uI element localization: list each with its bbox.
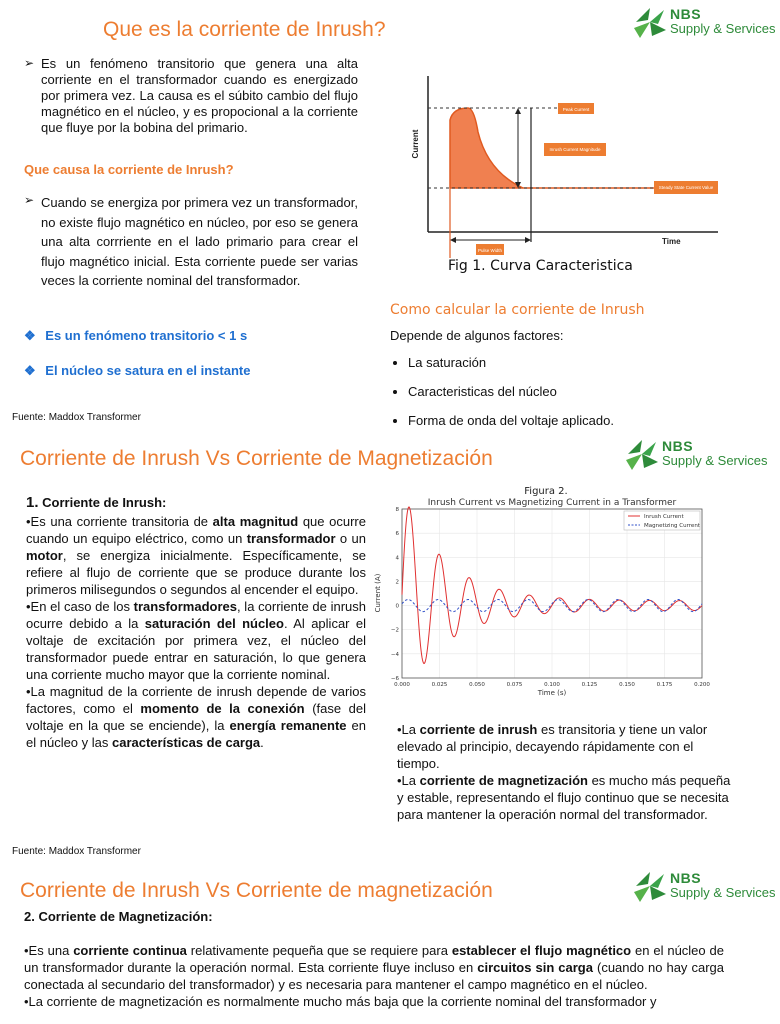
comparison-notes <box>397 721 733 823</box>
fact-bullet-1-text: Es un fenómeno transitorio < 1 s <box>45 328 248 343</box>
pulse-label: Pulse Width <box>477 248 503 253</box>
calc-heading: Como calcular la corriente de Inrush <box>390 302 645 318</box>
chart-subtitle: Inrush Current vs Magnetizing Current in a Transformer <box>427 498 677 508</box>
factor-item: • Forma de onda del voltaje aplicado. <box>408 413 730 428</box>
fig1-x-label: Time <box>662 237 681 246</box>
fact-bullet-1 <box>24 328 247 344</box>
inrush-area <box>450 108 523 188</box>
nbs-logo <box>630 4 780 50</box>
fig1-caption: Fig 1. Curva Caracteristica <box>448 258 633 274</box>
factor-item: • Caracteristicas del núcleo <box>408 384 730 399</box>
y-tick-label: −4 <box>390 651 399 658</box>
inrush-description <box>26 513 366 751</box>
peak-label: Peak Current <box>562 107 590 112</box>
intro-text: Es un fenómeno transitorio que genera una alta corriente en el transformador cuando es energizado por primera vez. La causa es el súbito cambio del flujo magnético en el núcleo, y es propocional a la corriente que fluye por la bobina del primario. <box>41 56 358 135</box>
inrush-paragraph-1: •Es una corriente transitoria de alta magnitud que ocurre cuando un equipo eléctrico, como un transformador o un motor, se energiza inicialmente. Específicamente, se refiere al flujo de corriente que se produce durante los primeros milisegundos o segundos al encender el equipo. <box>26 514 366 597</box>
x-tick-label: 0.175 <box>656 682 673 688</box>
chart-y-label: Current (A) <box>374 573 382 613</box>
y-tick-label: 0 <box>395 603 399 610</box>
x-tick-label: 0.000 <box>394 682 410 688</box>
y-tick-label: 6 <box>395 531 399 538</box>
source-note-1: Fuente: Maddox Transformer <box>12 412 141 423</box>
nbs-logo <box>630 868 780 914</box>
calc-intro: Depende de algunos factores: <box>390 328 564 343</box>
leaf-icon <box>630 4 670 40</box>
chart-x-label: Time (s) <box>537 689 567 697</box>
y-tick-label: 4 <box>395 555 399 562</box>
inrush-heading-text: Corriente de Inrush: <box>42 495 167 510</box>
section2-title: Corriente de Inrush Vs Corriente de Magnetización <box>20 447 493 470</box>
y-tick-label: −6 <box>390 676 399 682</box>
comparison-note-1: •La corriente de inrush es transitoria y tiene un valor elevado al principio, decayendo rápidamente con el tiempo. <box>397 722 708 771</box>
fact-bullet-2-text: El núcleo se satura en el instante <box>45 363 251 378</box>
factor-list <box>390 355 730 438</box>
cause-block <box>24 193 358 291</box>
y-tick-label: 2 <box>395 579 399 586</box>
leaf-icon <box>622 436 662 472</box>
nbs-logo <box>622 436 772 482</box>
inrush-paragraph-2: •En el caso de los transformadores, la corriente de inrush ocurre debido a la saturación del núcleo. Al aplicar el voltaje de excitación por primera vez, el núcleo del transformador puede entrar en saturación, lo que genera una corriente mucho mayor que la corriente nominal. <box>26 599 367 682</box>
diamond-bullet-icon: ❖ <box>24 328 36 343</box>
inrush-heading-number: 1. <box>26 494 39 511</box>
x-tick-label: 0.075 <box>506 682 523 688</box>
intro-block <box>24 56 358 136</box>
leaf-icon <box>630 868 670 904</box>
magnetizing-heading: 2. Corriente de Magnetización: <box>24 909 213 924</box>
x-tick-label: 0.150 <box>619 682 635 688</box>
x-tick-label: 0.100 <box>544 682 560 688</box>
magnetizing-description <box>24 942 724 1010</box>
section1-title: Que es la corriente de Inrush? <box>103 18 386 41</box>
fact-bullet-2 <box>24 363 250 379</box>
chart-title: Figura 2. <box>524 486 568 497</box>
y-tick-label: −2 <box>390 627 399 634</box>
arrow-bullet-icon: ➢ <box>24 193 35 207</box>
logo-tagline: Supply & Services <box>662 453 768 468</box>
x-tick-label: 0.200 <box>694 682 710 688</box>
inrush-paragraph-3: •La magnitud de la corriente de inrush depende de varios factores, como el momento de la conexión (fase del voltaje en la que se enciende), la energía remanente en el núcleo y las características de carga. <box>26 684 367 750</box>
cause-text: Cuando se energiza por primera vez un transformador, no existe flujo magnético en núcleo, por eso se genera una alta corrriente en el lado primario para crear el flujo magnético inicial. Esta corriente puede ser varias veces la corriente nominal del transformador. <box>41 195 358 288</box>
magnetizing-paragraph-2: •La corriente de magnetización es normalmente mucho más baja que la corriente nominal del transformador y <box>24 994 657 1009</box>
chart-legend <box>624 511 701 530</box>
logo-tagline: Supply & Services <box>670 21 776 36</box>
steady-label: Steady State Current Value <box>658 185 714 190</box>
logo-tagline: Supply & Services <box>670 885 776 900</box>
x-tick-label: 0.125 <box>581 682 598 688</box>
legend-magnetizing: Magnetizing Current <box>644 523 700 529</box>
diamond-bullet-icon: ❖ <box>24 363 36 378</box>
x-tick-label: 0.025 <box>431 682 448 688</box>
magnitude-label: Inrush Current Magnitude <box>549 147 601 152</box>
y-tick-label: 8 <box>395 507 399 513</box>
logo-name: NBS <box>662 438 694 454</box>
legend-inrush: Inrush Current <box>644 514 684 520</box>
comparison-note-2: •La corriente de magnetización es mucho más pequeña y estable, representando el flujo continuo que se necesita para mantener la operación normal del transformador. <box>397 773 731 822</box>
logo-name: NBS <box>670 6 702 22</box>
x-tick-label: 0.050 <box>469 682 485 688</box>
logo-name: NBS <box>670 870 702 886</box>
section3-title: Corriente de Inrush Vs Corriente de magnetización <box>20 879 493 902</box>
fig1-y-label: Current <box>411 129 420 159</box>
source-note-2: Fuente: Maddox Transformer <box>12 846 141 857</box>
factor-item: • La saturación <box>408 355 730 370</box>
arrow-bullet-icon: ➢ <box>24 56 35 70</box>
inrush-heading <box>26 494 166 511</box>
inrush-vs-magnetizing-chart <box>372 482 708 698</box>
characteristic-curve-figure <box>398 72 728 257</box>
magnetizing-paragraph-1: •Es una corriente continua relativamente pequeña que se requiere para establecer el flujo magnético en el núcleo de un transformador durante la operación normal. Esta corriente fluye incluso en circuitos sin carga (cuando no hay carga conectada al secundario del transformador) y es necesaria para mantener el campo magnético en el núcleo. <box>24 943 724 992</box>
cause-heading: Que causa la corriente de Inrush? <box>24 162 234 177</box>
